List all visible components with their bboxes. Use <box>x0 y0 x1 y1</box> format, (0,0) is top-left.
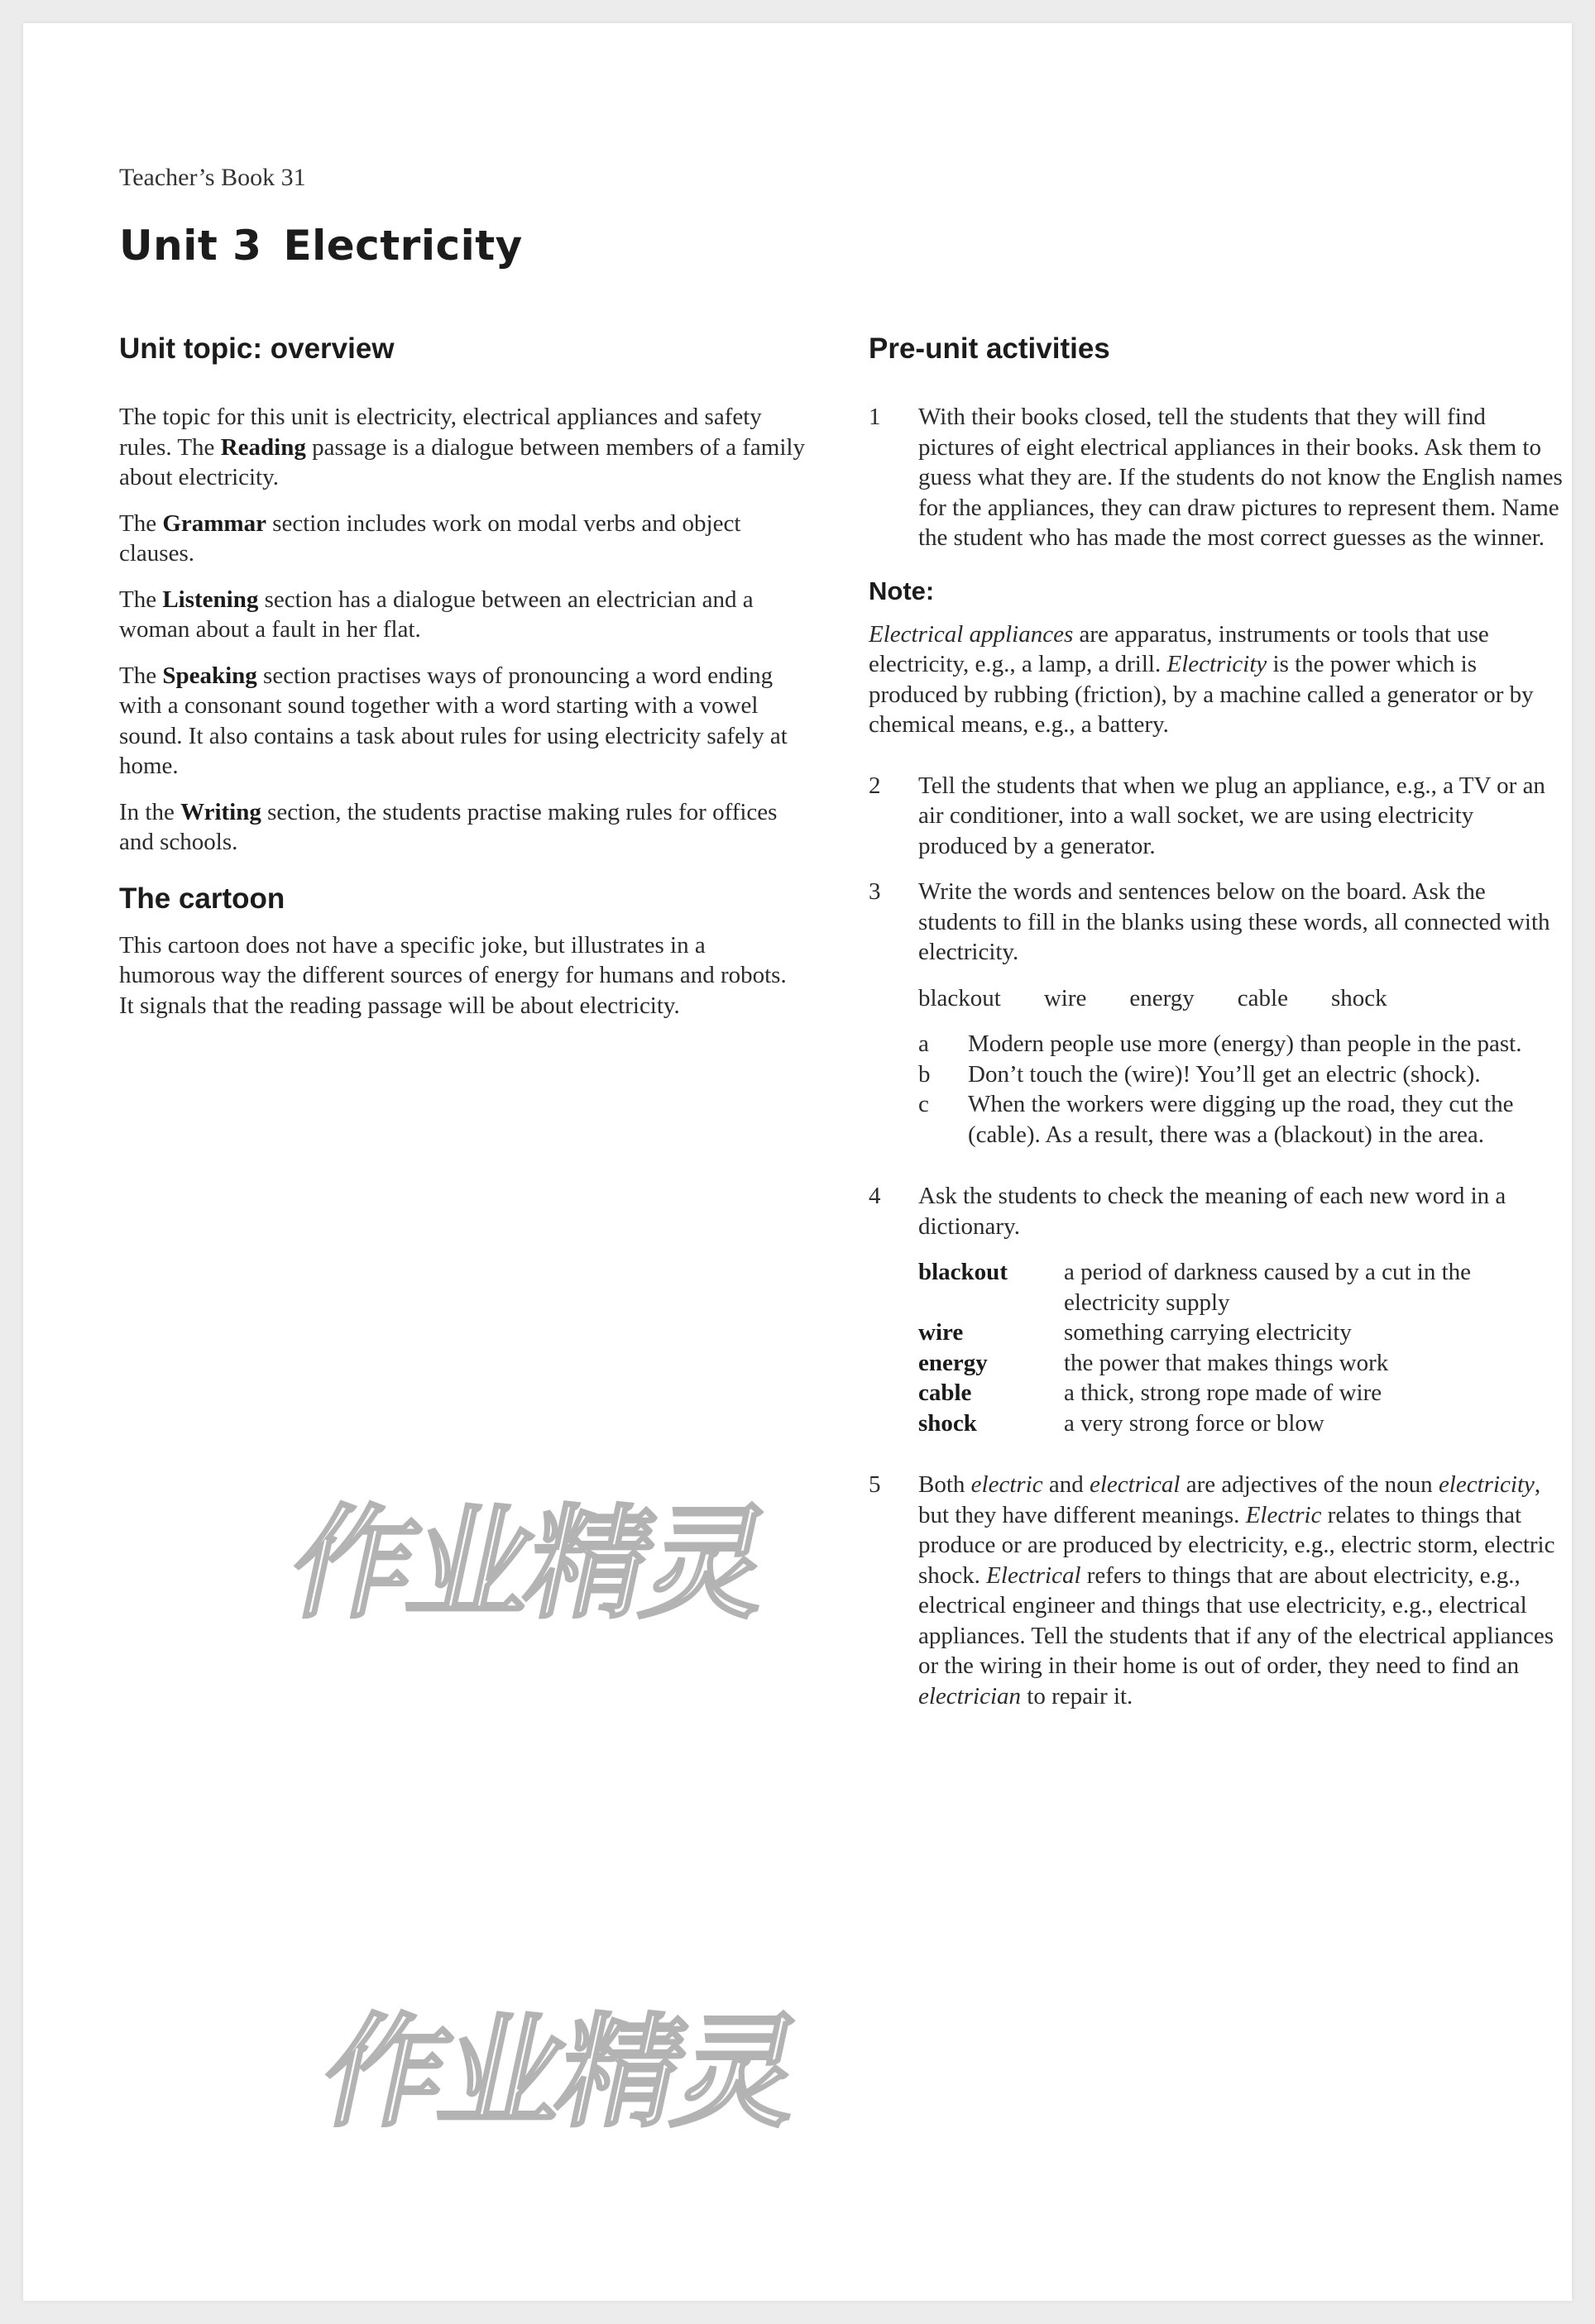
right-column <box>869 331 1564 1727</box>
unit-name: Electricity <box>283 222 523 270</box>
sentence-item: c When the workers were digging up the road, they cut the (cable). As a result, there was a (blackout) in the area. <box>918 1091 1514 1148</box>
overview-paragraph: The topic for this unit is electricity, electrical appliances and safety rules. The Reading passage is a dialogue between members of a family about electricity. <box>119 404 805 490</box>
watermark: 作业精灵 <box>310 2001 811 2144</box>
activity-text: Both electric and electrical are adjectives of the noun electricity, but they have different meanings. Electric relates to things that produce or are produced by electricity, e.g., electric storm, electric shock. Electrical refers to things that are about electricity, e.g., electrical engineer and things that use electricity, e.g., electrical appliances. Tell the students that if any of the electrical appliances or the wiring in their home is out of order, they need to find an electrician to repair it. <box>918 1471 1555 1710</box>
word: cable <box>1237 984 1288 1011</box>
watermark: 作业精灵 <box>279 1493 779 1635</box>
running-head: Teacher’s Book 31 <box>119 164 306 191</box>
activity-text: With their books closed, tell the students that they will find pictures of eight electrical appliances in their books. Ask them to guess what they are. If the students do not know the English names for the appliances, they can draw pictures to represent them. Name the student who has made the most correct guesses as the winner. <box>918 404 1563 551</box>
overview-paragraph: In the Writing section, the students practise making rules for offices and schools. <box>119 798 778 855</box>
activity-item <box>869 1470 1564 1711</box>
overview-paragraph: The Speaking section practises ways of pronouncing a word ending with a consonant sound together with a word starting with a vowel sound. It also contains a task about rules for using electricity safely at home. <box>119 662 788 779</box>
word: blackout <box>918 984 1001 1011</box>
glossary-row: energy the power that makes things work <box>918 1349 1389 1376</box>
glossary-row: blackout a period of darkness caused by a cut in the electricity supply <box>918 1259 1472 1316</box>
note-paragraph: Electrical appliances are apparatus, instruments or tools that use electricity, e.g., a lamp, a drill. Electricity is the power which is produced by rubbing (friction), by a machine called a generator or by chemical means, e.g., a battery. <box>869 620 1534 738</box>
overview-heading: Unit topic: overview <box>119 332 395 365</box>
overview-paragraph: The Listening section has a dialogue between an electrician and a woman about a fault in her flat. <box>119 586 754 643</box>
left-column <box>119 331 806 1036</box>
cartoon-heading: The cartoon <box>119 882 285 915</box>
sentence-item: a Modern people use more (energy) than people in the past. <box>918 1030 1522 1057</box>
activity-number: 4 <box>869 1183 881 1209</box>
activity-text: Write the words and sentences below on the board. Ask the students to fill in the blanks using these words, all connected with electricity. <box>918 878 1550 965</box>
word: shock <box>1330 984 1387 1011</box>
word: wire <box>1043 984 1087 1011</box>
preunit-heading: Pre-unit activities <box>869 332 1110 365</box>
cartoon-paragraph: This cartoon does not have a specific joke, but illustrates in a humorous way the different sources of energy for humans and robots. It signals that the reading passage will be about electricity. <box>119 931 787 1019</box>
page <box>23 23 1572 2301</box>
activity-number: 3 <box>869 878 881 905</box>
unit-title <box>119 222 523 270</box>
activity-number: 1 <box>869 404 881 430</box>
activity-number: 2 <box>869 772 881 799</box>
activity-text: Tell the students that when we plug an appliance, e.g., a TV or an air conditioner, into a wall socket, we are using electricity produced by a generator. <box>918 772 1545 859</box>
activity-item <box>869 1181 1564 1454</box>
glossary-row: cable a thick, strong rope made of wire <box>918 1380 1382 1406</box>
note-heading: Note: <box>869 576 935 605</box>
word: energy <box>1129 984 1195 1011</box>
activity-item <box>869 771 1564 862</box>
fill-in-sentences <box>918 1029 1564 1150</box>
glossary-table <box>918 1257 1564 1438</box>
overview-paragraph: The Grammar section includes work on modal verbs and object clauses. <box>119 509 741 567</box>
activity-item <box>869 402 1564 553</box>
activity-number: 5 <box>869 1471 881 1498</box>
unit-number: Unit 3 <box>119 222 262 270</box>
glossary-row: wire something carrying electricity <box>918 1319 1352 1346</box>
sentence-item: b Don’t touch the (wire)! You’ll get an electric (shock). <box>918 1060 1481 1088</box>
word-list <box>918 983 1564 1014</box>
activity-text: Ask the students to check the meaning of each new word in a dictionary. <box>918 1183 1506 1240</box>
activity-item <box>869 877 1564 1165</box>
glossary-row: shock a very strong force or blow <box>918 1409 1324 1437</box>
